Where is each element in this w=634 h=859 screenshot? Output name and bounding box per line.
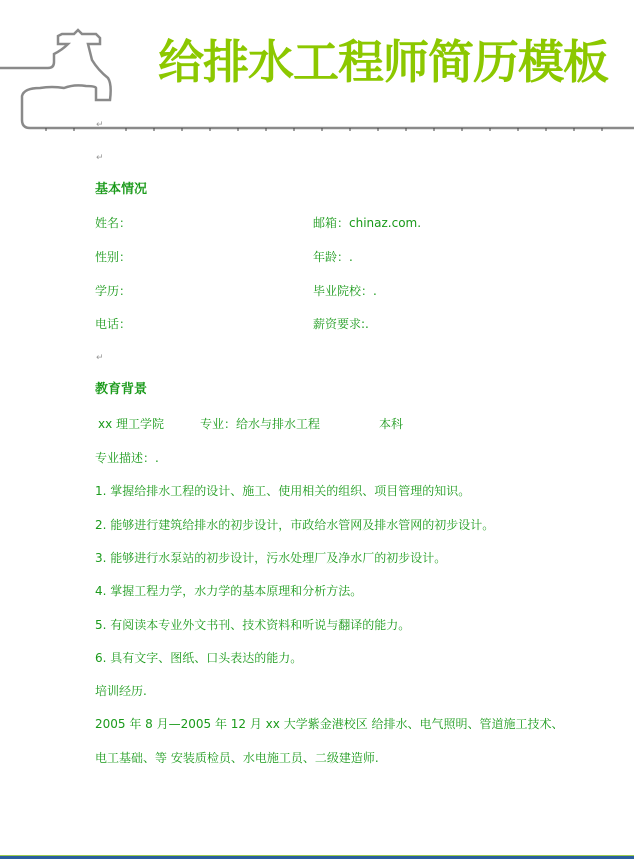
name-label: 姓名：	[95, 216, 132, 230]
description-item: 1. 掌握给排水工程的设计、施工、使用相关的组织、项目管理的知识。	[95, 484, 471, 498]
degree-label: 学历：	[95, 284, 132, 298]
gender-label: 性别：	[95, 250, 132, 264]
paragraph-mark-icon: ↵	[96, 153, 104, 163]
paragraph-mark-icon: ↵	[96, 353, 104, 363]
education-heading: 教育背景	[95, 382, 148, 397]
resume-title: 给排水工程师简历模板	[158, 35, 608, 89]
school-name: xx 理工学院	[98, 417, 165, 431]
paragraph-mark-icon: ↵	[96, 120, 104, 130]
age-label: 年龄：.	[313, 250, 353, 264]
major: 专业：给水与排水工程	[200, 417, 321, 431]
email-label: 邮箱：chinaz.com.	[313, 216, 422, 230]
salary-label: 薪资要求:.	[313, 317, 369, 331]
description-item: 5. 有阅读本专业外文书刊、技术资料和听说与翻译的能力。	[95, 618, 411, 632]
major-description-label: 专业描述：.	[95, 451, 159, 465]
degree-level: 本科	[379, 417, 404, 431]
description-item: 2. 能够进行建筑给排水的初步设计，市政给水管网及排水管网的初步设计。	[95, 518, 495, 532]
school-label: 毕业院校：.	[313, 284, 377, 298]
training-line: 2005 年 8 月—2005 年 12 月 xx 大学紫金港校区 给排水、电气照明、管道施工技术、	[95, 717, 564, 731]
phone-label: 电话：	[95, 317, 132, 331]
training-line: 电工基础、等 安装质检员、水电施工员、二级建造师.	[95, 751, 379, 765]
training-heading: 培训经历.	[95, 684, 147, 698]
basic-info-heading: 基本情况	[95, 182, 148, 197]
description-item: 4. 掌握工程力学，水力学的基本原理和分析方法。	[95, 584, 363, 598]
description-item: 3. 能够进行水泵站的初步设计，污水处理厂及净水厂的初步设计。	[95, 551, 447, 565]
description-item: 6. 具有文字、图纸、口头表达的能力。	[95, 651, 303, 665]
